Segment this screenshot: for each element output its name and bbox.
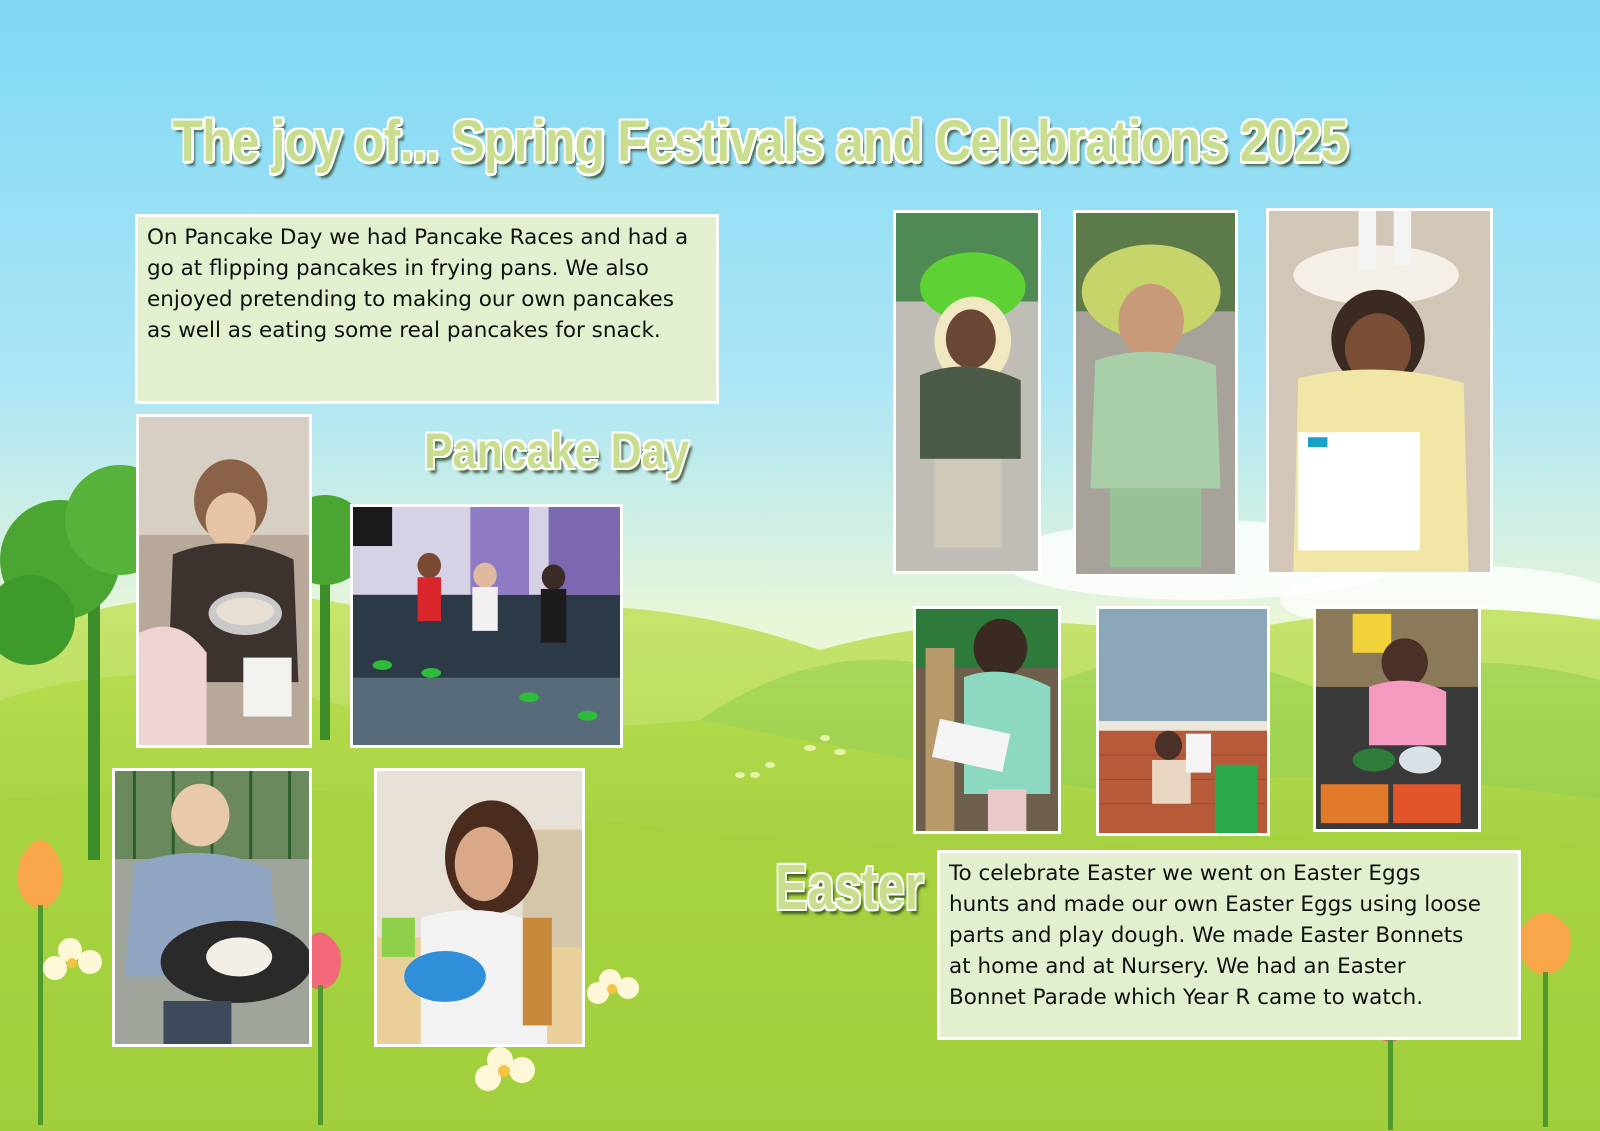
photo-child-eating-pancake (374, 768, 585, 1047)
page-title: The joy of... Spring Festivals and Celebrations 2025 (172, 109, 1348, 174)
pancake-day-heading: Pancake Day (424, 423, 690, 479)
photo-child-green-easter-bonnet (893, 210, 1041, 574)
photo-child-mixing-pancake-batter (136, 414, 312, 748)
easter-heading: Easter (775, 851, 924, 923)
photo-child-play-dough-eggs (1313, 606, 1481, 832)
photo-child-holding-frying-pan (112, 768, 312, 1047)
photo-child-certificate-bonnet-parade (1266, 208, 1493, 575)
photo-pancake-race (350, 504, 623, 748)
photo-child-egg-hunt-checklist (913, 606, 1061, 834)
photo-child-straw-bonnet (1073, 210, 1238, 577)
photo-child-egg-hunt-wall (1096, 606, 1270, 836)
pancake-day-description: On Pancake Day we had Pancake Races and had a go at flipping pancakes in frying pans. We also enjoyed pretending to making our own pancakes as well as eating some real pancakes for snack. (135, 214, 719, 404)
easter-description: To celebrate Easter we went on Easter Eggs hunts and made our own Easter Eggs using loose parts and play dough. We made Easter Bonnets at home and at Nursery. We had an Easter Bonnet Parade which Year R came to watch. (937, 850, 1521, 1040)
